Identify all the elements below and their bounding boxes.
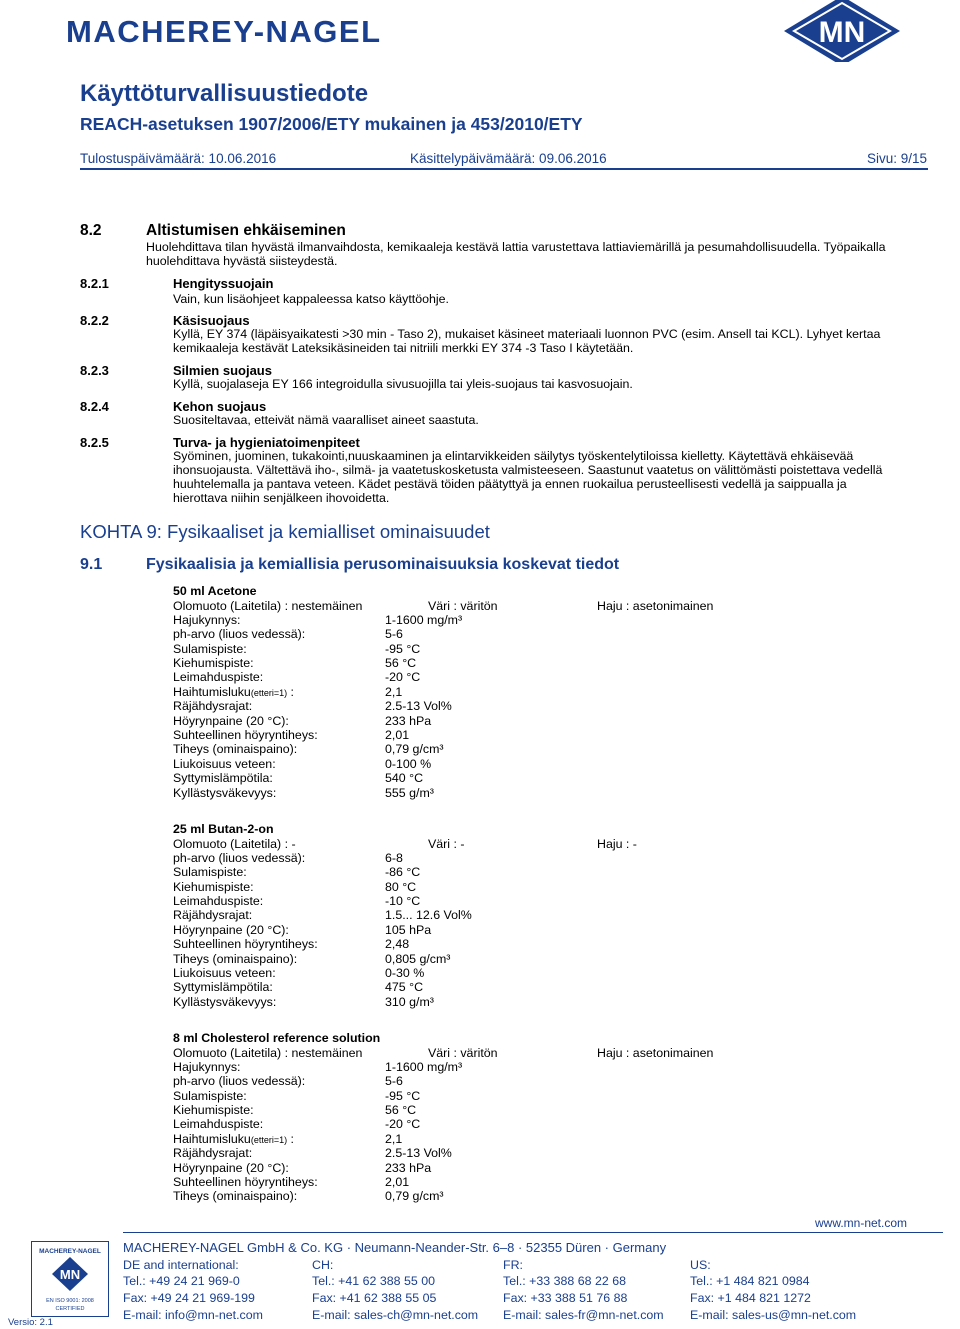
property-value: 5-6 (385, 627, 403, 642)
property-row (173, 1089, 873, 1103)
cert-line-2: CERTIFIED (55, 1306, 85, 1312)
property-label (173, 1117, 263, 1131)
contact-email[interactable]: E-mail: sales-ch@mn-net.com (312, 1308, 479, 1322)
product-appearance-row (173, 1046, 873, 1060)
property-row (173, 1175, 873, 1189)
property-row (173, 865, 873, 879)
subsection-number: 8.2.5 (80, 435, 109, 450)
property-label (173, 894, 263, 908)
property-label-text: Räjähdysrajat: (173, 1146, 253, 1161)
property-label-text: Tiheys (ominaispaino): (173, 951, 298, 966)
section-8-2-text-line: Huolehdittava tilan hyvästä ilmanvaihdosta, kemikaaleja kestävä lattia varustettava lattiaviemärillä ja pesumahdollisuudella. Työpaikalla (146, 240, 886, 254)
header-divider (80, 168, 928, 170)
footer-divider (123, 1232, 943, 1233)
property-value: 2,1 (385, 684, 403, 699)
property-label-text: Suhteellinen höyryntiheys: (173, 937, 318, 952)
property-label (173, 923, 289, 937)
property-label-text: Kyllästysväkevyys: (173, 994, 277, 1009)
product-block (173, 1031, 873, 1204)
property-label (173, 880, 254, 894)
property-label (173, 613, 241, 627)
property-label (173, 757, 276, 771)
property-row (173, 728, 873, 742)
contact-tel: Tel.: +41 62 388 55 00 (312, 1274, 435, 1288)
property-label (173, 714, 289, 728)
property-label-text: Suhteellinen höyryntiheys: (173, 728, 318, 743)
property-label (173, 642, 247, 656)
property-value: 2,48 (385, 937, 410, 952)
subsection-title: Kehon suojaus (173, 399, 267, 414)
property-value: 0,79 g/cm³ (385, 742, 444, 757)
property-label-text: Hajukynnys: (173, 612, 241, 627)
property-value: 2,1 (385, 1131, 403, 1146)
property-value: 475 °C (385, 980, 424, 995)
property-label-text: Räjähdysrajat: (173, 699, 253, 714)
mn-logo-icon (782, 0, 902, 62)
subsection-title: Silmien suojaus (173, 363, 272, 378)
property-row (173, 1146, 873, 1160)
property-label-text: Höyrynpaine (20 °C): (173, 922, 289, 937)
property-row (173, 714, 873, 728)
property-label (173, 742, 297, 756)
property-value: 1-1600 mg/m³ (385, 1059, 463, 1074)
property-label-text: Liukoisuus veteen: (173, 756, 276, 771)
page-number: Sivu: 9/15 (866, 151, 927, 166)
property-label (173, 771, 273, 785)
property-value: 2,01 (385, 728, 410, 743)
property-label (173, 670, 263, 684)
page-subtitle: REACH-asetuksen 1907/2006/ETY mukainen ja 453/2010/ETY (80, 114, 583, 134)
property-value: 5-6 (385, 1074, 403, 1089)
property-row (173, 1189, 873, 1203)
property-label (173, 908, 252, 922)
property-label-text: Leimahduspiste: (173, 894, 264, 909)
property-label-text: Liukoisuus veteen: (173, 966, 276, 981)
product-form: Olomuoto (Laitetila) : - (173, 836, 296, 851)
property-row (173, 1103, 873, 1117)
property-value: 56 °C (385, 1103, 417, 1118)
subsection-number: 8.2.1 (80, 276, 109, 291)
contact-fax: Fax: +33 388 51 76 88 (503, 1291, 628, 1305)
contact-email[interactable]: E-mail: sales-us@mn-net.com (690, 1308, 857, 1322)
property-label (173, 685, 294, 699)
property-label (173, 1189, 297, 1203)
section-9-heading: KOHTA 9: Fysikaaliset ja kemialliset ominaisuudet (80, 521, 490, 542)
property-label (173, 656, 254, 670)
product-color: Väri : väritön (428, 1045, 498, 1060)
contact-tel: Tel.: +1 484 821 0984 (690, 1274, 810, 1288)
contact-region: DE and international: (123, 1258, 239, 1272)
property-label-text: Haihtumisluku (173, 1131, 251, 1146)
contact-fax: Fax: +49 24 21 969-199 (123, 1291, 255, 1305)
property-label-text: Kyllästysväkevyys: (173, 785, 277, 800)
property-label (173, 952, 297, 966)
property-label-subscript: (etteri=1) (250, 1134, 288, 1145)
product-form: Olomuoto (Laitetila) : nestemäinen (173, 598, 363, 613)
property-label-text: Tiheys (ominaispaino): (173, 1189, 298, 1204)
property-label (173, 1161, 289, 1175)
contact-email[interactable]: E-mail: info@mn-net.com (123, 1308, 263, 1322)
property-label (173, 1132, 294, 1146)
iso-certificate-badge (31, 1241, 109, 1317)
property-row (173, 742, 873, 756)
property-value: 0,79 g/cm³ (385, 1189, 444, 1204)
property-label (173, 728, 318, 742)
property-value: 540 °C (385, 771, 424, 786)
subsection-title: Hengityssuojain (173, 276, 274, 291)
property-label (173, 627, 305, 641)
property-label-text: Höyrynpaine (20 °C): (173, 1160, 289, 1175)
property-row (173, 786, 873, 800)
property-row (173, 1074, 873, 1088)
product-color: Väri : - (428, 836, 465, 851)
property-label-text: Kiehumispiste: (173, 879, 254, 894)
property-value: 0-100 % (385, 756, 432, 771)
property-value: -86 °C (385, 865, 421, 880)
property-label-text: Kiehumispiste: (173, 656, 254, 671)
property-row (173, 952, 873, 966)
property-value: 1-1600 mg/m³ (385, 612, 463, 627)
property-row (173, 771, 873, 785)
product-appearance-row (173, 837, 873, 851)
section-8-2-text-line: huolehdittava hyvästä siisteydestä. (146, 254, 338, 268)
property-value: -20 °C (385, 670, 421, 685)
subsection-number: 8.2.3 (80, 363, 109, 378)
contact-tel: Tel.: +33 388 68 22 68 (503, 1274, 626, 1288)
subsection-text: ihonsuojausta. Vältettävä iho-, silmä- ja vaatetuskosketusta valmisteeseen. Saastunut vaatetus on välittömästi poistettava vedellä (173, 463, 883, 477)
cert-line-1: EN ISO 9001: 2008 (46, 1298, 94, 1304)
subsection-text: Kyllä, suojalaseja EY 166 integroidulla sivusuojilla tai yleis-suojaus tai kasvosuojain. (173, 377, 633, 391)
property-label (173, 995, 276, 1009)
section-9-1-title: Fysikaalisia ja kemiallisia perusominaisuuksia koskevat tiedot (146, 556, 620, 573)
property-label (173, 865, 247, 879)
property-row (173, 980, 873, 994)
property-label-subscript: (etteri=1) (250, 687, 288, 698)
property-label-text: Haihtumisluku (173, 684, 251, 699)
product-title: 8 ml Cholesterol reference solution (173, 1031, 381, 1045)
property-label-text: Syttymislämpötila: (173, 980, 273, 995)
property-label-tail: : (287, 1131, 294, 1146)
product-block (173, 822, 873, 1009)
property-value: 56 °C (385, 656, 417, 671)
property-value: 555 g/m³ (385, 785, 434, 800)
product-title: 50 ml Acetone (173, 584, 257, 598)
print-date: Tulostuspäivämäärä: 10.06.2016 (80, 151, 277, 166)
property-label-text: ph-arvo (liuos vedessä): (173, 850, 306, 865)
subsection-title: Turva- ja hygieniatoimenpiteet (173, 435, 360, 450)
property-row (173, 1117, 873, 1131)
property-row (173, 685, 873, 699)
property-value: -10 °C (385, 894, 421, 909)
property-label-text: ph-arvo (liuos vedessä): (173, 1074, 306, 1089)
property-label (173, 1060, 241, 1074)
property-row (173, 699, 873, 713)
product-color: Väri : väritön (428, 598, 498, 613)
property-value: 0,805 g/cm³ (385, 951, 451, 966)
property-label-text: Leimahduspiste: (173, 670, 264, 685)
property-value: 1.5... 12.6 Vol% (385, 908, 472, 923)
property-row (173, 642, 873, 656)
product-block (173, 584, 873, 800)
contact-email[interactable]: E-mail: sales-fr@mn-net.com (503, 1308, 664, 1322)
property-value: 80 °C (385, 879, 417, 894)
property-row (173, 923, 873, 937)
section-8-2-title: Altistumisen ehkäiseminen (146, 222, 346, 239)
property-label (173, 1175, 318, 1189)
product-title: 25 ml Butan-2-on (173, 822, 274, 836)
property-label-text: Räjähdysrajat: (173, 908, 253, 923)
mn-logo-text: MN (818, 16, 866, 49)
subsection-text: Syöminen, juominen, tukakointi,nuuskaaminen ja elintarvikkeiden säilytys työskentelytiloissa kielletty. Käytettävä ehkäisevää (173, 449, 854, 463)
property-label (173, 966, 276, 980)
property-label-text: Tiheys (ominaispaino): (173, 742, 298, 757)
property-row (173, 995, 873, 1009)
contact-fax: Fax: +1 484 821 1272 (690, 1291, 811, 1305)
property-label (173, 699, 252, 713)
property-label (173, 1074, 305, 1088)
brand-name: MACHEREY-NAGEL (66, 14, 382, 49)
subsection-text: hierottava niihin senjälkeen ihovoidetta. (173, 491, 390, 505)
property-label (173, 1089, 247, 1103)
property-row (173, 1060, 873, 1074)
subsection-title: Käsisuojaus (173, 313, 250, 328)
property-row (173, 1132, 873, 1146)
page-title: Käyttöturvallisuustiedote (80, 80, 369, 107)
property-label-text: Syttymislämpötila: (173, 771, 273, 786)
subsection-text: Vain, kun lisäohjeet kappaleessa katso käyttöohje. (173, 292, 449, 306)
property-label-text: ph-arvo (liuos vedessä): (173, 627, 306, 642)
subsection-text: Suositeltavaa, etteivät nämä vaaralliset aineet saastuta. (173, 413, 479, 427)
contact-tel: Tel.: +49 24 21 969-0 (123, 1274, 240, 1288)
property-value: 233 hPa (385, 1160, 432, 1175)
property-label (173, 937, 318, 951)
section-8-2-number: 8.2 (80, 222, 102, 239)
property-row (173, 757, 873, 771)
property-value: -20 °C (385, 1117, 421, 1132)
subsection-text: Kyllä, EY 374 (läpäisyaikatesti >30 min - Taso 2), mukaiset käsineet materiaali luonnon PVC (esim. Ansell tai KCL). Lyhyet kertaa (173, 327, 881, 341)
contact-region: US: (690, 1258, 711, 1272)
property-row (173, 851, 873, 865)
product-odor: Haju : asetonimainen (597, 1045, 714, 1060)
property-row (173, 937, 873, 951)
section-9-1-number: 9.1 (80, 556, 103, 573)
property-label-text: Suhteellinen höyryntiheys: (173, 1175, 318, 1190)
property-value: 233 hPa (385, 713, 432, 728)
contact-region: CH: (312, 1258, 334, 1272)
property-label (173, 980, 273, 994)
property-row (173, 613, 873, 627)
property-row (173, 656, 873, 670)
property-value: 2,01 (385, 1175, 410, 1190)
property-value: 310 g/m³ (385, 994, 434, 1009)
cert-logo-text: MN (59, 1267, 81, 1282)
property-row (173, 670, 873, 684)
property-label-text: Leimahduspiste: (173, 1117, 264, 1132)
property-label-text: Hajukynnys: (173, 1059, 241, 1074)
subsection-number: 8.2.2 (80, 313, 109, 328)
property-value: 6-8 (385, 850, 403, 865)
property-row (173, 908, 873, 922)
process-date: Käsittelypäivämäärä: 09.06.2016 (410, 151, 607, 166)
contact-region: FR: (503, 1258, 523, 1272)
property-value: 105 hPa (385, 922, 432, 937)
property-value: -95 °C (385, 641, 421, 656)
property-value: 0-30 % (385, 966, 425, 981)
property-label (173, 1103, 254, 1117)
property-label-text: Sulamispiste: (173, 865, 247, 880)
property-value: 2.5-13 Vol% (385, 699, 452, 714)
property-label-text: Höyrynpaine (20 °C): (173, 713, 289, 728)
subsection-text: kemikaaleja kestävät Lateksikäsineiden tai nitriili merkki EY 374 -3 Taso I käytetään. (173, 341, 634, 355)
property-label (173, 851, 305, 865)
contact-fax: Fax: +41 62 388 55 05 (312, 1291, 437, 1305)
property-label-text: Kiehumispiste: (173, 1103, 254, 1118)
property-label (173, 1146, 252, 1160)
property-label (173, 786, 276, 800)
version-label: Versio: 2.1 (8, 1317, 53, 1328)
cert-brand: MACHEREY-NAGEL (39, 1248, 101, 1255)
property-label-text: Sulamispiste: (173, 1088, 247, 1103)
product-appearance-row (173, 599, 873, 613)
subsection-text: huuhtelemalla ja pantava veteen. Kädet pestävä töiden päätyttyä ja ennen ruokailua perusteellisesti vedellä ja saippualla ja (173, 477, 847, 491)
property-label-tail: : (287, 684, 294, 699)
property-row (173, 627, 873, 641)
product-odor: Haju : - (597, 836, 637, 851)
property-value: 2.5-13 Vol% (385, 1146, 452, 1161)
subsection-number: 8.2.4 (80, 399, 109, 414)
property-row (173, 894, 873, 908)
property-value: -95 °C (385, 1088, 421, 1103)
property-row (173, 1161, 873, 1175)
product-odor: Haju : asetonimainen (597, 598, 714, 613)
property-row (173, 880, 873, 894)
company-address: MACHEREY-NAGEL GmbH & Co. KG · Neumann-Neander-Str. 6–8 · 52355 Düren · Germany (123, 1240, 667, 1255)
property-row (173, 966, 873, 980)
website-link[interactable]: www.mn-net.com (815, 1216, 908, 1230)
product-form: Olomuoto (Laitetila) : nestemäinen (173, 1045, 363, 1060)
property-label-text: Sulamispiste: (173, 641, 247, 656)
